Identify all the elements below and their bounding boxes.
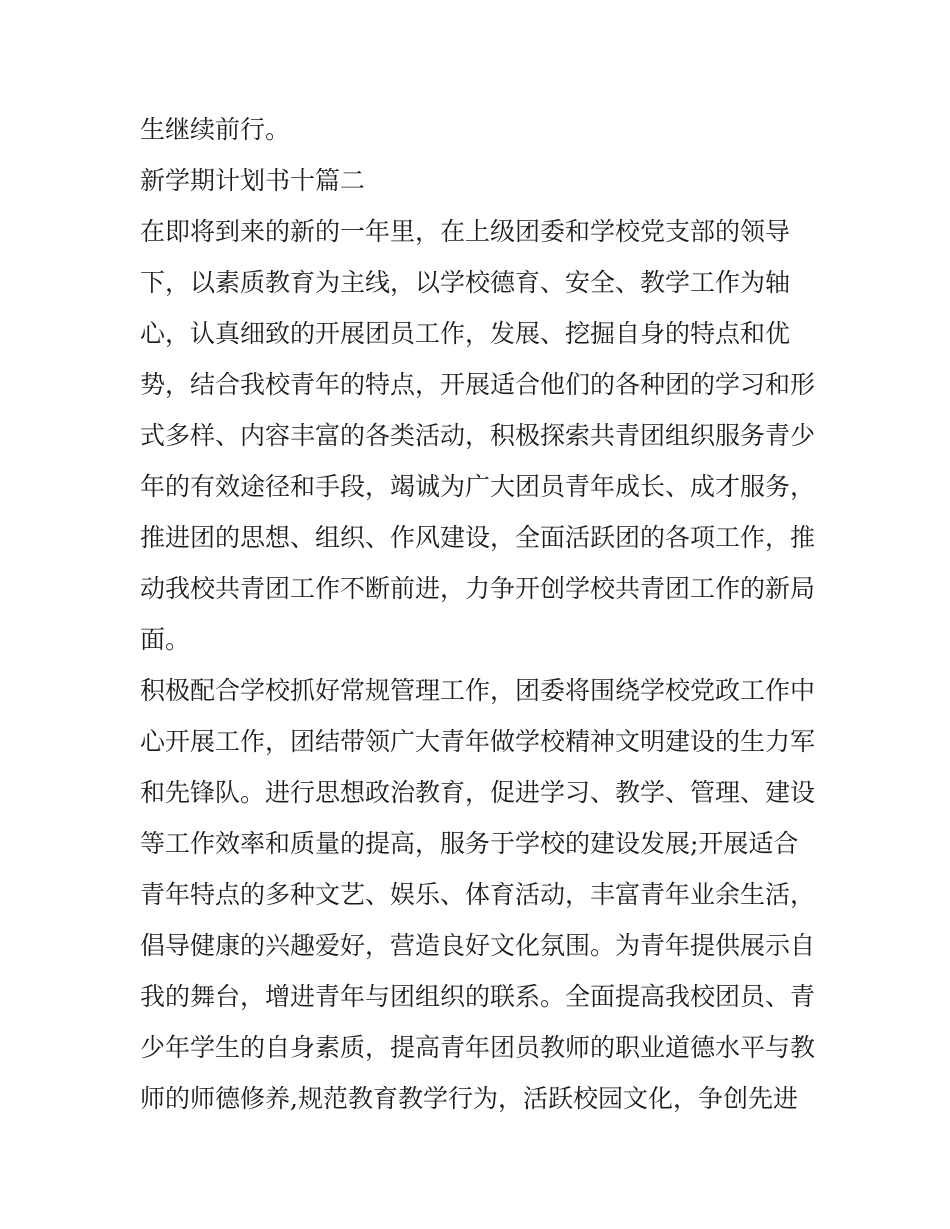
text-line: 下，以素质教育为主线，以学校德育、安全、教学工作为轴 [140, 268, 791, 297]
text-line: 推进团的思想、组织、作风建设，全面活跃团的各项工作，推 [140, 523, 816, 552]
text-line: 少年学生的自身素质，提高青年团员教师的职业道德水平与教 [140, 1033, 816, 1062]
text-line: 心开展工作，团结带领广大青年做学校精神文明建设的生力军 [140, 727, 816, 756]
text-line: 势，结合我校青年的特点，开展适合他们的各种团的学习和形 [140, 370, 816, 399]
text-line: 青年特点的多种文艺、娱乐、体育活动，丰富青年业余生活， [140, 880, 816, 909]
section-heading: 新学期计划书十篇二 [140, 166, 366, 195]
text-line: 动我校共青团工作不断前进，力争开创学校共青团工作的新局 [140, 574, 816, 603]
text-line: 生继续前行。 [140, 115, 291, 144]
text-line: 我的舞台，增进青年与团组织的联系。全面提高我校团员、青 [140, 982, 816, 1011]
text-line: 等工作效率和质量的提高，服务于学校的建设发展;开展适合 [140, 829, 799, 858]
text-line: 面。 [140, 625, 191, 654]
text-line: 式多样、内容丰富的各类活动，积极探索共青团组织服务青少 [140, 421, 816, 450]
text-line: 师的师德修养,规范教育教学行为，活跃校园文化，争创先进 [140, 1084, 798, 1113]
text-line: 心，认真细致的开展团员工作，发展、挖掘自身的特点和优 [140, 319, 791, 348]
text-line: 倡导健康的兴趣爱好，营造良好文化氛围。为青年提供展示自 [140, 931, 816, 960]
text-line: 年的有效途径和手段，竭诚为广大团员青年成长、成才服务， [140, 472, 816, 501]
text-line: 和先锋队。进行思想政治教育，促进学习、教学、管理、建设 [140, 778, 816, 807]
text-line: 在即将到来的新的一年里，在上级团委和学校党支部的领导 [140, 217, 791, 246]
text-line: 积极配合学校抓好常规管理工作，团委将围绕学校党政工作中 [140, 676, 816, 705]
document-body [140, 104, 820, 1124]
